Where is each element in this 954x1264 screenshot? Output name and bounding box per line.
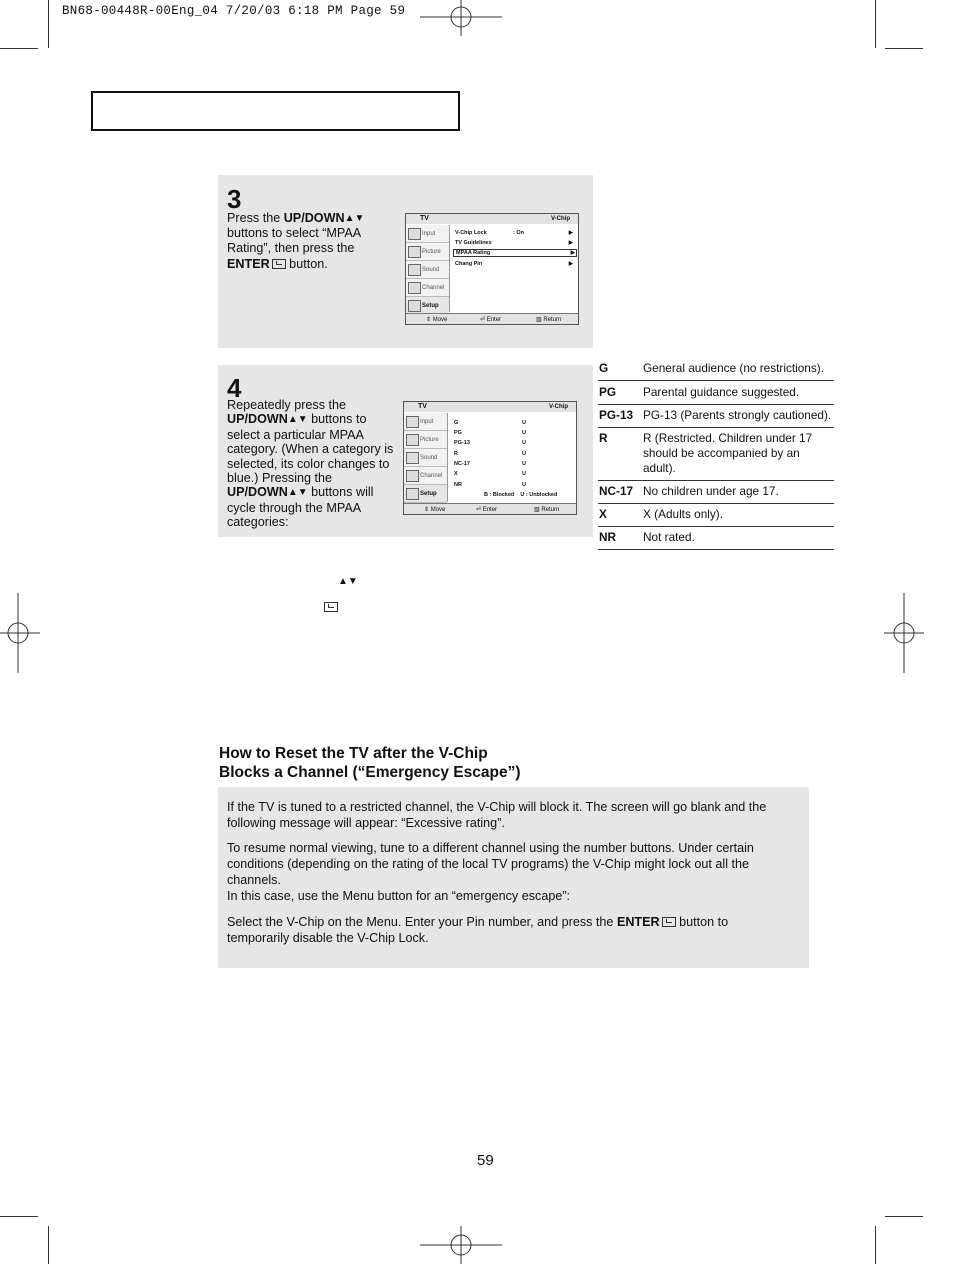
rating-row-nr: NR U bbox=[454, 482, 526, 488]
rating-row-g: G U bbox=[454, 420, 526, 426]
sidebar-item-input: Input bbox=[406, 225, 449, 243]
sidebar-item-sound: Sound bbox=[404, 449, 447, 467]
table-row: PG Parental guidance suggested. bbox=[598, 381, 834, 405]
move-hint: ⇕ Move bbox=[426, 317, 448, 323]
sidebar-item-picture: Picture bbox=[404, 431, 447, 449]
table-row: R R (Restricted. Children under 17 should be accompanied by an adult). bbox=[598, 428, 834, 481]
setup-icon bbox=[406, 488, 419, 500]
mpaa-ratings-table bbox=[598, 358, 834, 550]
setup-icon bbox=[408, 300, 421, 312]
step-4-panel bbox=[218, 365, 593, 537]
sidebar-item-setup: Setup bbox=[404, 485, 447, 503]
speaker-icon bbox=[408, 264, 421, 276]
sidebar-item-channel: Channel bbox=[404, 467, 447, 485]
print-header: BN68-00448R-00Eng_04 7/20/03 6:18 PM Page 59 bbox=[62, 4, 406, 18]
registration-mark-bottom bbox=[420, 1226, 502, 1264]
paragraph: Select the V-Chip on the Menu. Enter your Pin number, and press the ENTER button to temporarily disable the V-Chip Lock. bbox=[227, 915, 729, 945]
enter-icon bbox=[662, 917, 676, 927]
up-down-arrows-icon: ▲▼ bbox=[287, 487, 308, 499]
menu-row-tv-guidelines: TV Guidelines ▶ bbox=[455, 240, 573, 246]
chapter-title-box bbox=[91, 91, 460, 131]
step-number: 3 bbox=[227, 184, 242, 214]
crop-mark bbox=[875, 0, 876, 48]
tv-menu-footer bbox=[404, 503, 576, 514]
section-heading: How to Reset the TV after the V-Chip Blocks a Channel (“Emergency Escape”) bbox=[219, 745, 521, 781]
registration-mark-left bbox=[0, 593, 40, 673]
rating-row-pg13: PG-13 U bbox=[454, 440, 526, 446]
sidebar-item-sound: Sound bbox=[406, 261, 449, 279]
tv-menu-header: TV V-Chip bbox=[404, 402, 576, 412]
return-hint: ▥ Return bbox=[534, 507, 560, 513]
rating-row-r: R U bbox=[454, 451, 526, 457]
tv-menu-footer bbox=[406, 313, 578, 324]
enter-icon bbox=[324, 598, 338, 616]
crop-mark bbox=[0, 1216, 38, 1217]
table-row: G General audience (no restrictions). bbox=[598, 358, 834, 381]
table-row: NR Not rated. bbox=[598, 527, 834, 550]
chevron-right-icon: ▶ bbox=[570, 250, 575, 256]
picture-icon bbox=[406, 434, 419, 446]
up-down-arrows-icon: ▲▼ bbox=[338, 576, 358, 587]
crop-mark bbox=[885, 48, 923, 49]
tv-menu-header: TV V-Chip bbox=[406, 214, 578, 224]
up-down-arrows-icon: ▲▼ bbox=[287, 414, 308, 426]
crop-mark bbox=[875, 1226, 876, 1264]
menu-row-vchip-lock: V-Chip Lock : On ▶ bbox=[455, 230, 573, 236]
tv-menu-sidebar bbox=[404, 413, 448, 502]
table-row: X X (Adults only). bbox=[598, 504, 834, 527]
move-hint: ⇕ Move bbox=[424, 507, 446, 513]
table-row: PG-13 PG-13 (Parents strongly cautioned). bbox=[598, 405, 834, 428]
tv-menu-sidebar bbox=[406, 225, 450, 312]
rating-row-pg: PG U bbox=[454, 430, 526, 436]
antenna-icon bbox=[408, 282, 421, 294]
sidebar-item-setup: Setup bbox=[406, 297, 449, 315]
paragraph: If the TV is tuned to a restricted channel, the V-Chip will block it. The screen will go blank and the following message will appear: “Excessive rating”. bbox=[227, 800, 767, 830]
sidebar-item-channel: Channel bbox=[406, 279, 449, 297]
crop-mark bbox=[48, 1226, 49, 1264]
input-icon bbox=[408, 228, 421, 240]
enter-hint: ⏎ Enter bbox=[476, 507, 498, 513]
return-hint: ▥ Return bbox=[536, 317, 562, 323]
registration-mark-right bbox=[884, 593, 924, 673]
step-4-instructions: Repeatedly press the UP/DOWN▲▼ buttons to select a particular MPAA category. (When a category is selected, its color changes to blue.) Pressing the UP/DOWN▲▼ buttons will cycle through the MPAA categories: bbox=[227, 398, 394, 530]
chevron-right-icon: ▶ bbox=[568, 230, 573, 236]
speaker-icon bbox=[406, 452, 419, 464]
enter-hint: ⏎ Enter bbox=[480, 317, 502, 323]
page-number: 59 bbox=[477, 1152, 494, 1169]
step-3-instructions: Press the UP/DOWN▲▼ buttons to select “MPAA Rating”, then press the ENTER button. bbox=[227, 211, 365, 271]
emergency-escape-panel bbox=[218, 787, 809, 968]
rating-row-nc17: NC-17 U bbox=[454, 461, 526, 467]
chevron-right-icon: ▶ bbox=[568, 261, 573, 267]
crop-mark bbox=[48, 0, 49, 48]
enter-icon bbox=[272, 259, 286, 269]
crop-mark bbox=[885, 1216, 923, 1217]
antenna-icon bbox=[406, 470, 419, 482]
step-3-panel bbox=[218, 175, 593, 348]
sidebar-item-input: Input bbox=[404, 413, 447, 431]
step-number: 4 bbox=[227, 373, 242, 403]
picture-icon bbox=[408, 246, 421, 258]
paragraph: In this case, use the Menu button for an “emergency escape”: bbox=[227, 889, 571, 903]
chevron-right-icon: ▶ bbox=[568, 240, 573, 246]
table-row: NC-17 No children under age 17. bbox=[598, 481, 834, 504]
up-down-arrows-icon: ▲▼ bbox=[344, 213, 365, 224]
paragraph: To resume normal viewing, tune to a different channel using the number buttons. Under certain conditions (depending on the rating of the local TV programs) the V-Chip might lock out all the channels. bbox=[227, 841, 754, 887]
crop-mark bbox=[0, 48, 38, 49]
input-icon bbox=[406, 416, 419, 428]
rating-row-x: X U bbox=[454, 471, 526, 477]
blocked-legend: B : Blocked U : Unblocked bbox=[484, 492, 558, 498]
sidebar-item-picture: Picture bbox=[406, 243, 449, 261]
menu-row-mpaa-rating: MPAA Rating ▶ bbox=[453, 249, 577, 257]
menu-row-chang-pin: Chang Pin ▶ bbox=[455, 261, 573, 267]
registration-mark-top bbox=[420, 0, 502, 36]
tv-menu-screen-vchip bbox=[405, 213, 579, 325]
tv-menu-screen-mpaa bbox=[403, 401, 577, 515]
